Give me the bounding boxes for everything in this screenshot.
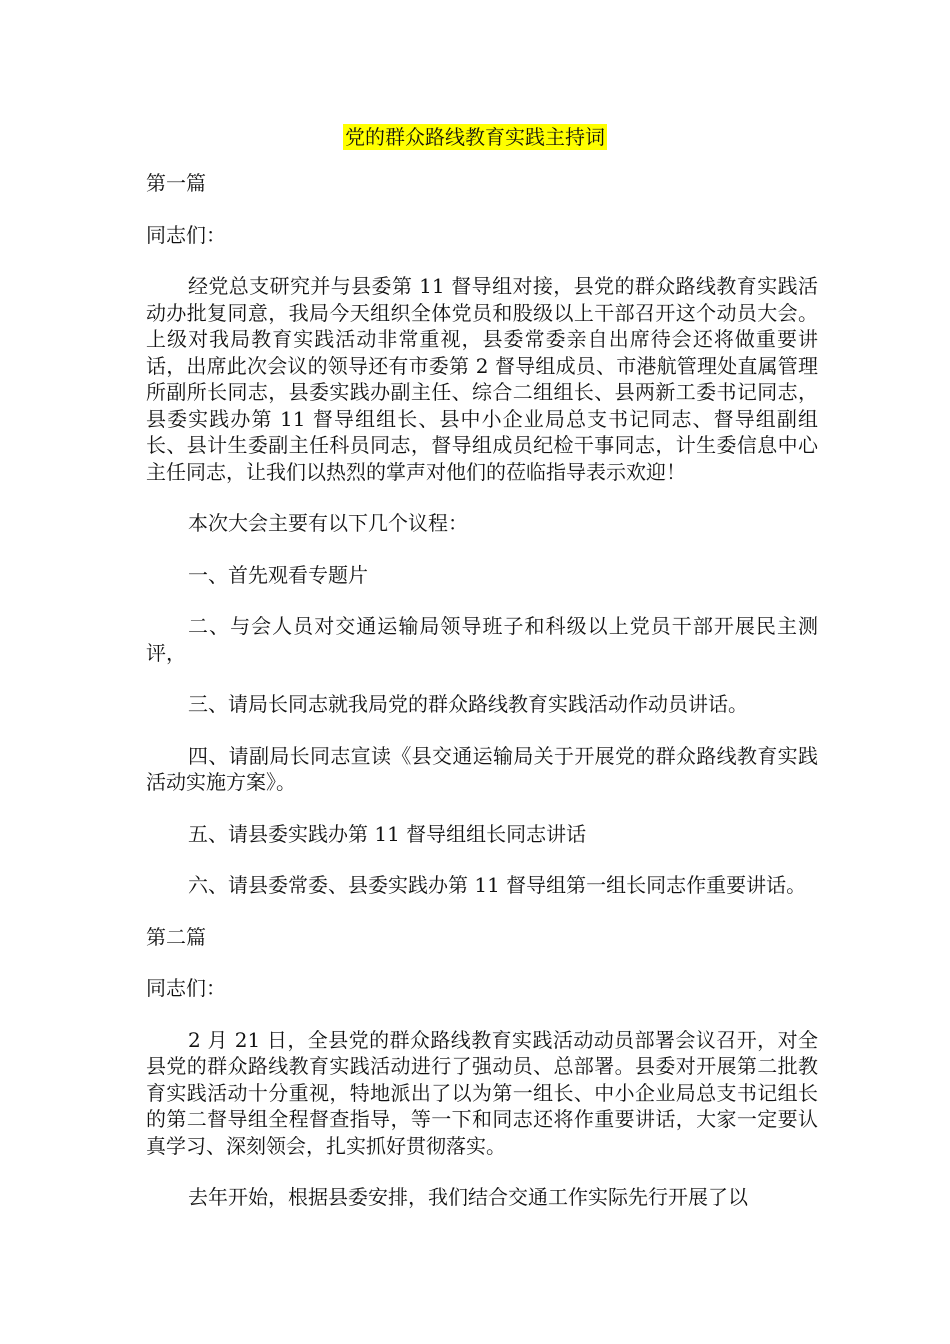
section-heading: 第二篇 <box>146 924 206 949</box>
body-paragraph: 经党总支研究并与县委第 11 督导组对接，县党的群众路线教育实践活动办批复同意，我局今天组织全体党员和股级以上干部召开这个动员大会。上级对我局教育实践活动非常重视，县委常委亲自出席待会还将做重要讲话，出席此次会议的领导还有市委第 2 督导组成员、市港航管理处直属管理所副所长同志，县委实践办副主任、综合二组组长、县两新工委书记同志，县委实践办第 11 督导组组长、县中小企业局总支书记同志、督导组副组长、县计生委副主任科员同志，督导组成员纪检干事同志，计生委信息中心主任同志，让我们以热烈的掌声对他们的莅临指导表示欢迎！ <box>146 274 818 484</box>
body-paragraph: 去年开始，根据县委安排，我们结合交通工作实际先行开展了以 <box>188 1185 748 1209</box>
title-container <box>0 124 950 150</box>
agenda-item: 四、请副局长同志宣读《县交通运输局关于开展党的群众路线教育实践活动实施方案》。 <box>146 743 818 794</box>
agenda-item: 一、首先观看专题片 <box>188 562 368 587</box>
agenda-item: 二、与会人员对交通运输局领导班子和科级以上党员干部开展民主测评， <box>146 614 818 665</box>
agenda-item: 六、请县委常委、县委实践办第 11 督导组第一组长同志作重要讲话。 <box>188 873 807 897</box>
agenda-item: 三、请局长同志就我局党的群众路线教育实践活动作动员讲话。 <box>188 692 748 716</box>
section-heading: 第一篇 <box>146 171 206 195</box>
salutation: 同志们： <box>146 222 226 247</box>
body-paragraph: 本次大会主要有以下几个议程： <box>188 511 468 535</box>
body-paragraph: 2 月 21 日，全县党的群众路线教育实践活动动员部署会议召开，对全县党的群众路线教育实践活动进行了强动员、总部署。县委对开展第二批教育实践活动十分重视，特地派出了以为第一组长、中小企业局总支书记组长的第二督导组全程督查指导，等一下和同志还将作重要讲话，大家一定要认真学习、深刻领会，扎实抓好贯彻落实。 <box>146 1027 818 1158</box>
salutation: 同志们： <box>146 976 226 1000</box>
document-body <box>146 170 818 1236</box>
document-title: 党的群众路线教育实践主持词 <box>345 125 605 149</box>
agenda-item: 五、请县委实践办第 11 督导组组长同志讲话 <box>188 821 587 846</box>
